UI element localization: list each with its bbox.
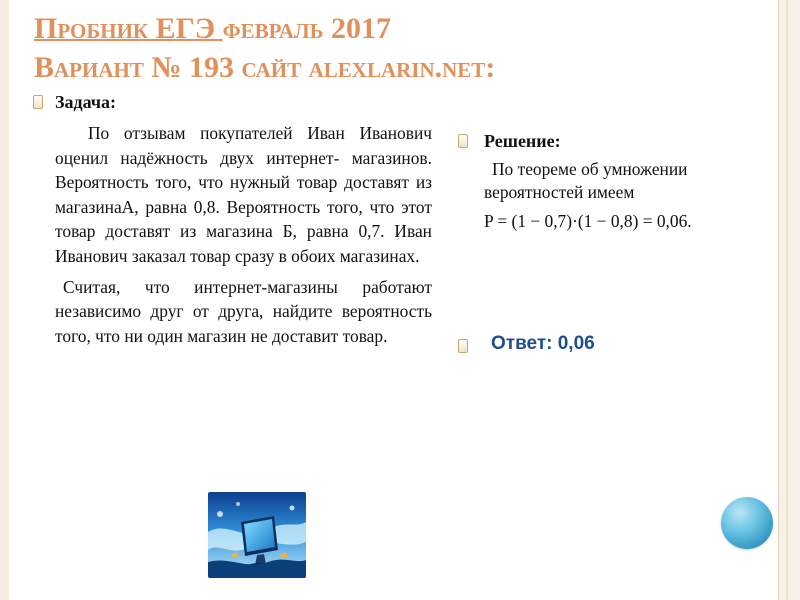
title-part1: Пробник ЕГЭ bbox=[34, 12, 223, 45]
decorative-circle bbox=[721, 497, 773, 549]
slide-page bbox=[9, 0, 778, 600]
solution-formula: P = (1 − 0,7)·(1 − 0,8) = 0,06. bbox=[484, 211, 692, 231]
task-paragraph-2-text: Считая, что интернет‑магазины работают независимо друг от друга, найдите вероятность того, что ни один магазин не доставит товар. bbox=[55, 276, 432, 346]
answer-text: Ответ: 0,06 bbox=[491, 333, 595, 354]
solution-label: Решение: bbox=[484, 131, 561, 151]
task-paragraph-1: По отзывам покупателей Иван Иванович оценил надёжность двух интернет‑ магазинов. Вероятность того, что нужный товар доставят из магазинаА, равна 0,8. Вероятность того, что этот товар доставят из магазина Б, равна 0,7. Иван Иванович заказал товар сразу в обоих магазинах. bbox=[55, 123, 432, 266]
square-bullet-icon bbox=[458, 134, 468, 148]
slide-title-line2: Вариант № 193 сайт alexlarin.net: bbox=[34, 51, 496, 84]
square-bullet-icon bbox=[458, 339, 468, 353]
solution-text bbox=[484, 158, 784, 233]
slide-frame-left bbox=[0, 0, 9, 600]
solution-line-1: По теореме об умножении вероятностей имеем bbox=[484, 159, 688, 202]
slide-title-line1 bbox=[34, 12, 391, 46]
slide-frame-right bbox=[778, 0, 800, 600]
computer-water-illustration bbox=[208, 492, 306, 578]
task-paragraph-2 bbox=[55, 275, 432, 349]
square-bullet-icon bbox=[33, 95, 43, 109]
task-text bbox=[55, 121, 432, 348]
task-label: Задача: bbox=[55, 92, 117, 112]
title-part2: февраль 2017 bbox=[222, 12, 391, 45]
